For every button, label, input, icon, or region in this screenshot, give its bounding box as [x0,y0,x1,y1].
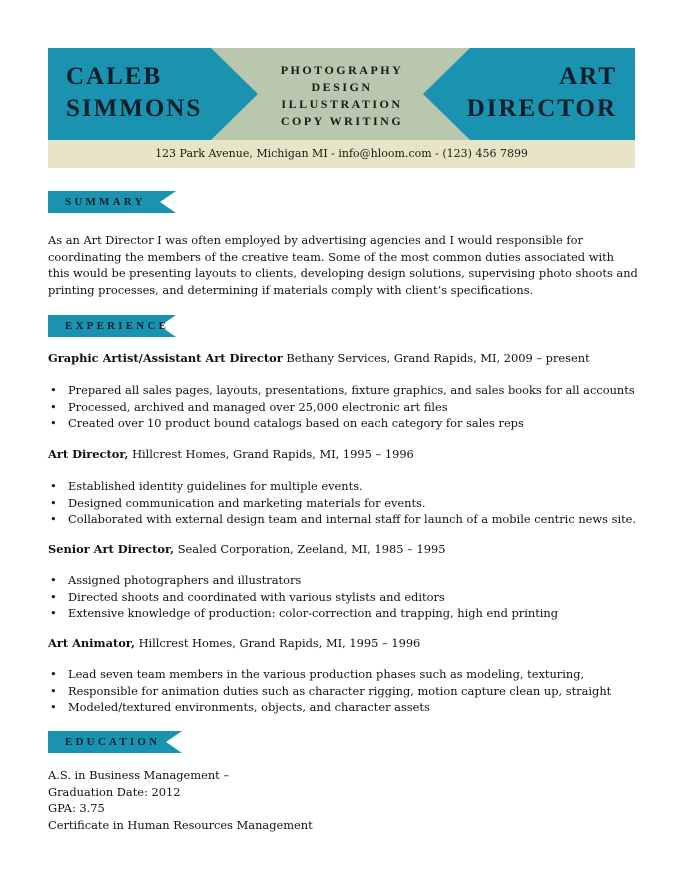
title-line-1: ART [559,63,617,90]
contact-line: 123 Park Avenue, Michigan MI - info@hloom.com - (123) 456 7899 [48,140,635,168]
job-bullets [48,382,648,432]
list-item: • Designed communication and marketing materials for events. [48,495,648,512]
job-bullets [48,572,648,622]
education-line: A.S. in Business Management – [48,768,230,782]
skill-item: COPY WRITING [280,114,404,128]
summary-heading-tag [48,191,176,213]
candidate-name [66,61,202,125]
job-role: Art Director, [48,447,129,461]
header-banner [48,48,635,140]
education-line: Certificate in Human Resources Management [48,817,313,832]
job-details: Bethany Services, Grand Rapids, MI, 2009 – present [282,351,590,365]
job-header [48,541,638,558]
education-heading-tag [48,731,182,753]
name-last: SIMMONS [66,95,203,122]
education-heading: EDUCATION [65,736,161,748]
job-role: Senior Art Director, [48,542,175,556]
education-line: GPA: 3.75 [48,801,105,815]
list-item: • Extensive knowledge of production: color-correction and trapping, high end printing [48,605,648,622]
summary-text: As an Art Director I was often employed by advertising agencies and I would responsible for coordinating the members of the creative team. Some of the most common duties associated with this would be presenting layouts to clients, developing design solutions, supervising photo shoots and printing processes, and determining if materials comply with client’s specifications. [48,233,638,297]
summary-heading: SUMMARY [65,196,146,208]
list-item: • Assigned photographers and illustrators [48,572,648,589]
list-item: • Directed shoots and coordinated with various stylists and editors [48,589,648,606]
list-item: • Collaborated with external design team and internal staff for launch of a mobile centric news site. [48,511,648,528]
job-details: Hillcrest Homes, Grand Rapids, MI, 1995 – 1996 [128,447,414,461]
skills-list [248,62,436,130]
skill-item: DESIGN [311,80,373,94]
job-details: Sealed Corporation, Zeeland, MI, 1985 – 1995 [174,542,446,556]
list-item: • Established identity guidelines for multiple events. [48,478,648,495]
job-header [48,446,638,463]
education-line: Graduation Date: 2012 [48,784,181,799]
job-bullets [48,666,648,716]
list-item: • Lead seven team members in the various production phases such as modeling, texturing, [48,666,648,683]
education-details [48,767,638,833]
experience-heading-tag [48,315,176,337]
skill-item: ILLUSTRATION [281,97,403,111]
list-item: • Prepared all sales pages, layouts, presentations, fixture graphics, and sales books for all accounts [48,382,648,399]
job-header [48,350,638,367]
skill-item: PHOTOGRAPHY [280,63,404,77]
title-line-2: DIRECTOR [466,95,617,122]
experience-heading: EXPERIENCE [65,320,170,332]
list-item: • Processed, archived and managed over 25,000 electronic art files [48,399,648,416]
list-item: • Modeled/textured environments, objects, and character assets [48,699,648,716]
job-details: Hillcrest Homes, Grand Rapids, MI, 1995 – 1996 [134,636,421,650]
list-item: • Responsible for animation duties such as character rigging, motion capture clean up, straight [48,683,648,700]
job-bullets [48,478,648,528]
job-role: Graphic Artist/Assistant Art Director [48,351,283,365]
job-header [48,635,638,652]
name-first: CALEB [66,63,163,90]
job-title [467,61,617,125]
job-role: Art Animator, [48,636,135,650]
list-item: • Created over 10 product bound catalogs based on each category for sales reps [48,415,648,432]
